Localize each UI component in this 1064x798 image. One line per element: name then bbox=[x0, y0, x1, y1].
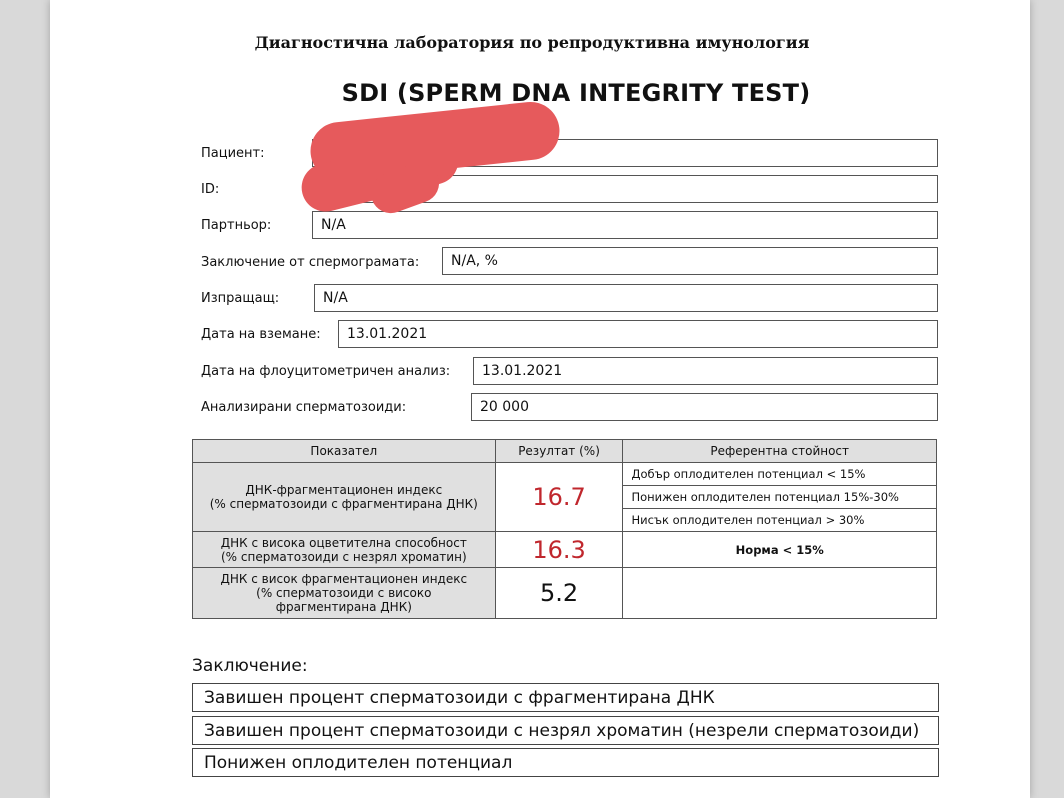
table-row bbox=[193, 463, 937, 486]
id-label: ID: bbox=[201, 182, 220, 197]
conclusion-item: Завишен процент сперматозоиди с незрял хроматин (незрели сперматозоиди) bbox=[192, 716, 939, 745]
sender-field: N/A bbox=[314, 284, 938, 312]
partner-label: Партньор: bbox=[201, 218, 272, 233]
flow-date-label: Дата на флоуцитометричен анализ: bbox=[201, 364, 451, 379]
indicator-cell bbox=[193, 568, 496, 619]
spermogram-label: Заключение от спермограмата: bbox=[201, 255, 420, 270]
indicator-line: ДНК-фрагментационен индекс bbox=[245, 483, 443, 497]
analyzed-label: Анализирани сперматозоиди: bbox=[201, 400, 407, 415]
header-reference: Референтна стойност bbox=[623, 440, 937, 463]
indicator-line: фрагментирана ДНК) bbox=[275, 600, 412, 614]
reference-value bbox=[623, 568, 937, 619]
analyzed-field: 20 000 bbox=[471, 393, 938, 421]
indicator-line: (% сперматозоиди с незрял хроматин) bbox=[220, 549, 467, 564]
lab-title: Диагностична лаборатория по репродуктивна имунология bbox=[254, 33, 810, 52]
header-result: Резултат (%) bbox=[495, 440, 623, 463]
reference-value: Добър оплодителен потенциал < 15% bbox=[623, 463, 937, 486]
flow-date-field: 13.01.2021 bbox=[473, 357, 938, 385]
table-row bbox=[193, 532, 937, 568]
table-header-row bbox=[193, 440, 937, 463]
conclusion-item: Понижен оплодителен потенциал bbox=[192, 748, 939, 777]
report-title: SDI (SPERM DNA INTEGRITY TEST) bbox=[341, 79, 811, 107]
indicator-line: ДНК с висок фрагментационен индекс bbox=[220, 572, 468, 586]
indicator-cell bbox=[193, 463, 496, 532]
sample-date-label: Дата на вземане: bbox=[201, 327, 321, 342]
indicator-line: ДНК с висока оцветителна способност bbox=[220, 535, 467, 550]
header-indicator: Показател bbox=[193, 440, 496, 463]
sample-date-field: 13.01.2021 bbox=[338, 320, 938, 348]
result-value: 16.7 bbox=[495, 463, 623, 532]
results-table bbox=[192, 439, 937, 619]
indicator-cell bbox=[193, 532, 496, 568]
spermogram-field: N/A, % bbox=[442, 247, 938, 275]
result-value: 5.2 bbox=[495, 568, 623, 619]
reference-value: Норма < 15% bbox=[623, 532, 937, 568]
indicator-line: (% сперматозоиди с фрагментирана ДНК) bbox=[209, 497, 478, 511]
table-row bbox=[193, 568, 937, 619]
indicator-line: (% сперматозоиди с високо bbox=[256, 586, 432, 600]
sender-label: Изпращащ: bbox=[201, 291, 280, 306]
reference-value: Понижен оплодителен потенциал 15%-30% bbox=[623, 486, 937, 509]
conclusion-item: Завишен процент сперматозоиди с фрагментирана ДНК bbox=[192, 683, 939, 712]
partner-field: N/A bbox=[312, 211, 938, 239]
conclusion-heading: Заключение: bbox=[192, 656, 308, 676]
reference-value: Нисък оплодителен потенциал > 30% bbox=[623, 509, 937, 532]
patient-label: Пациент: bbox=[201, 146, 265, 161]
result-value: 16.3 bbox=[495, 532, 623, 568]
